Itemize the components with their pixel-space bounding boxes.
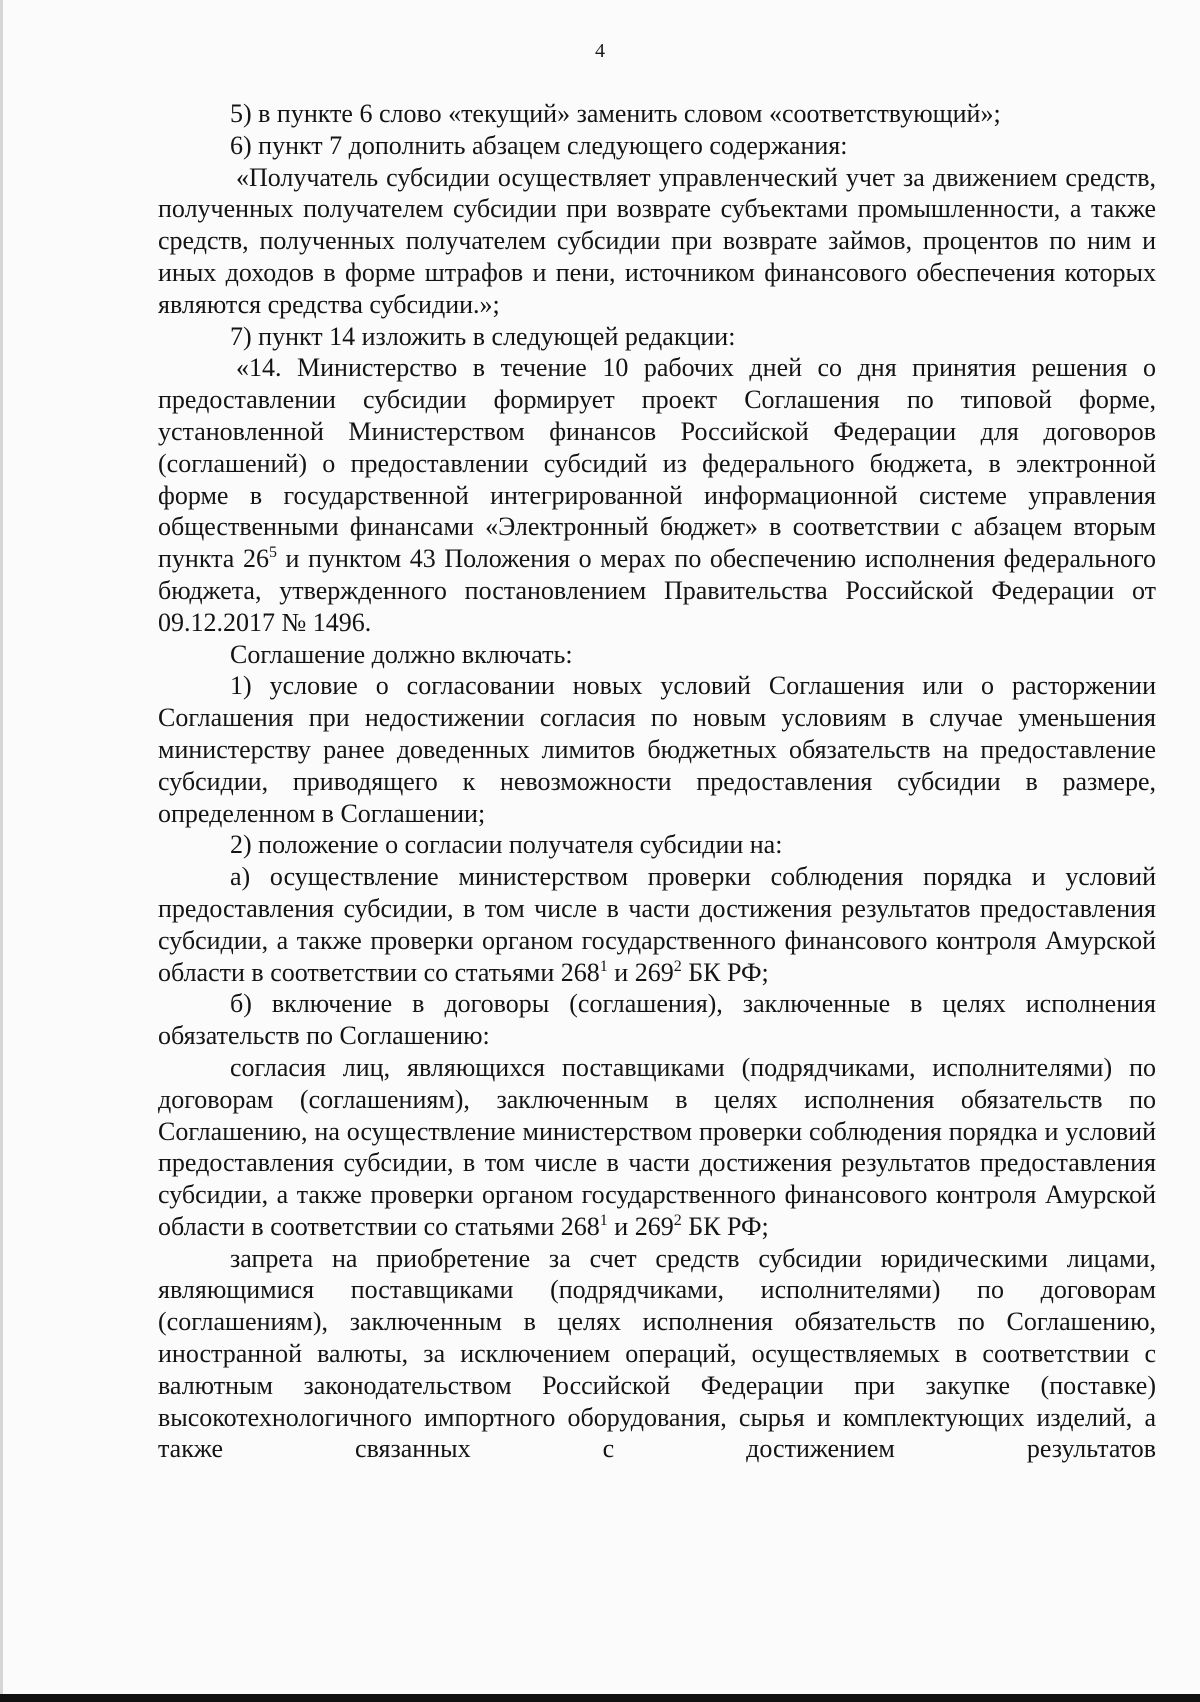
paragraph-currency-ban: запрета на приобретение за счет средств субсидии юридическими лицами, являющимися поставщиками (подрядчиками, исполнителями) по договорам (соглашениям), заключенным в целях исполнения обязательств по Соглашению, иностранной валюты, за исключением операций, осуществляемых в соответствии с валютным законодательством Российской Федерации при закупке (поставке) высокотехнологичного импортного оборудования, сырья и комплектующих изделий, а также связанных с достижением результатов	[158, 1243, 1156, 1464]
paragraph-condition-2a	[158, 861, 1156, 988]
paragraph-item-7: 7) пункт 14 изложить в следующей редакции:	[230, 321, 736, 351]
paragraph-condition-2: 2) положение о согласии получателя субсидии на:	[230, 830, 783, 860]
paragraph-condition-2a-mid: и 269	[607, 957, 674, 987]
paragraph-quote-14	[158, 352, 1156, 638]
superscript: 1	[599, 957, 608, 975]
paragraph-condition-2b: б) включение в договоры (соглашения), заключенные в целях исполнения обязательств по Соглашению:	[158, 989, 1156, 1051]
scan-left-edge	[0, 0, 3, 1702]
paragraph-quote-14-tail: и пунктом 43 Положения о мерах по обеспечению исполнения федерального бюджета, утвержденного постановлением Правительства Российской Федерации от 09.12.2017 № 1496.	[158, 544, 1156, 637]
superscript: 2	[673, 1211, 682, 1229]
paragraph-condition-2a-text: а) осуществление министерством проверки соблюдения порядка и условий предоставления субсидии, в том числе в части достижения результатов предоставления субсидии, а также проверки органом государственного финансового контроля Амурской области в соответствии со статьями 268	[158, 862, 1156, 987]
paragraph-consent-suppliers	[158, 1052, 1156, 1243]
paragraph-consent-suppliers-text: согласия лиц, являющихся поставщиками (подрядчиками, исполнителями) по договорам (соглашениям), заключенным в целях исполнения обязательств по Соглашению, на осуществление министерством проверки соблюдения порядка и условий предоставления субсидии, в том числе в части достижения результатов предоставления субсидии, а также проверки органом государственного финансового контроля Амурской области в соответствии со статьями 268	[158, 1052, 1156, 1241]
document-body	[158, 98, 1156, 1465]
scan-bottom-edge	[0, 1694, 1200, 1702]
paragraph-item-6: 6) пункт 7 дополнить абзацем следующего содержания:	[230, 130, 848, 160]
paragraph-quote-14-text: «14. Министерство в течение 10 рабочих дней со дня принятия решения о предоставлении субсидии формирует проект Соглашения по типовой форме, установленной Министерством финансов Российской Федерации для договоров (соглашений) о предоставлении субсидий из федерального бюджета, в электронной форме в государственной интегрированной информационной системе управления общественными финансами «Электронный бюджет» в соответствии с абзацем вторым пункта 26	[158, 353, 1156, 574]
superscript: 5	[268, 544, 277, 562]
paragraph-condition-2a-tail: БК РФ;	[681, 957, 769, 987]
superscript: 2	[673, 957, 682, 975]
paragraph-consent-suppliers-mid: и 269	[607, 1211, 674, 1241]
page-number: 4	[595, 40, 605, 62]
paragraph-agreement-includes: Соглашение должно включать:	[230, 639, 573, 669]
paragraph-item-5: 5) в пункте 6 слово «текущий» заменить словом «соответствующий»;	[230, 99, 1001, 128]
paragraph-condition-1: 1) условие о согласовании новых условий Соглашения или о расторжении Соглашения при недостижении согласия по новым условиям в случае уменьшения министерству ранее доведенных лимитов бюджетных обязательств на предоставление субсидии, приводящего к невозможности предоставления субсидии в размере, определенном в Соглашении;	[158, 671, 1156, 828]
superscript: 1	[599, 1211, 608, 1229]
paragraph-quote-accounting: «Получатель субсидии осуществляет управленческий учет за движением средств, полученных получателем субсидии при возврате субъектами промышленности, а также средств, полученных получателем субсидии при возврате займов, процентов по ним и иных доходов в форме штрафов и пени, источником финансового обеспечения которых являются средства субсидии.»;	[158, 162, 1156, 319]
paragraph-consent-suppliers-tail: БК РФ;	[681, 1211, 769, 1241]
